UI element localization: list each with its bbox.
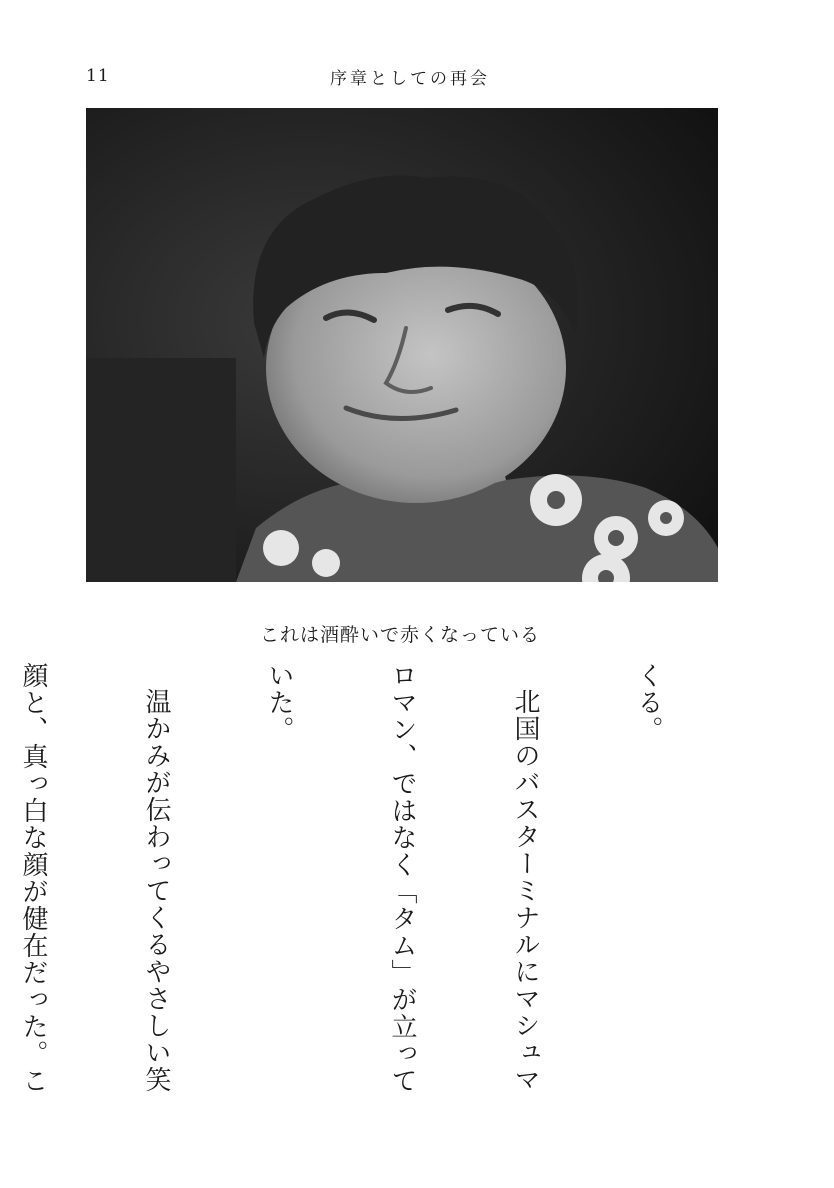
running-header: 序章としての再会 bbox=[330, 69, 490, 89]
photo-shadow-left bbox=[86, 358, 236, 582]
text-line: ロマン、ではなく「タム」が立って bbox=[387, 662, 417, 1094]
photo-caption: これは酒酔いで赤くなっている bbox=[259, 624, 540, 646]
text-line: 北国のバスターミナルにマシュマ bbox=[510, 688, 540, 1093]
portrait-photo-illustration bbox=[86, 108, 718, 582]
text-line: 温かみが伝わってくるやさしい笑 bbox=[141, 688, 171, 1093]
text-line: 顔と、真っ白な顔が健在だった。こ bbox=[18, 662, 48, 1094]
text-line: くる。 bbox=[633, 662, 663, 743]
portrait-photo bbox=[86, 108, 718, 582]
page-number: 11 bbox=[86, 66, 110, 86]
text-line: いた。 bbox=[264, 662, 294, 743]
body-text bbox=[0, 662, 750, 1102]
